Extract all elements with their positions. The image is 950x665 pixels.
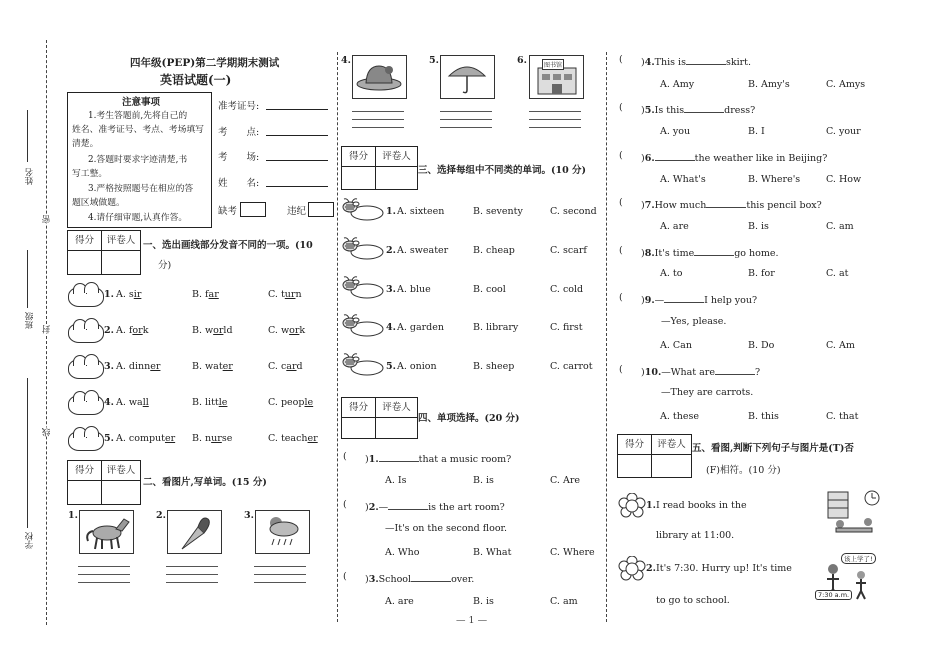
question-stem [365,499,505,513]
question-number: 1. [368,454,379,465]
paren-left: ( [619,102,623,113]
option-b[interactable]: B. this [748,411,779,422]
option-c[interactable]: C. am [550,596,578,607]
paren-left: ( [619,54,623,65]
stem-text: It's time [654,248,695,259]
side-label-name: 姓名 [25,168,35,185]
stem-text: the weather like in Beijing? [694,153,828,164]
cloud-icon [68,359,104,379]
question-number: 4. [104,397,114,408]
option-a[interactable]: A. Who [385,547,420,558]
option-c[interactable]: C. Amys [826,79,866,90]
exam-subtitle: 英语试题(一) [160,73,232,87]
question-number: 9. [644,295,655,306]
dialogue-line: —Yes, please. [661,316,727,327]
clock-label: 7:30 a.m. [815,590,852,600]
score-box [617,434,692,478]
picture-number: 4. [341,55,351,66]
exam-title: 四年级(PEP)第二学期期末测试 [130,57,280,69]
notice-line: 写工整。 [72,169,108,179]
question-stem [365,451,511,465]
option-b[interactable]: B. world [192,325,233,336]
option-a[interactable]: A. these [660,411,699,422]
section1-title: 一、选出画线部分发音不同的一项。(10 [143,240,313,251]
bee-answer-icon[interactable] [341,353,385,377]
paren-left: ( [343,571,347,582]
question-number: 7. [644,200,655,211]
question-number: 2. [368,502,379,513]
question-number: 10. [644,367,662,378]
option-b[interactable]: B. is [748,221,769,232]
question-stem [641,292,757,306]
question-number: 4. [386,322,396,333]
option-a[interactable]: A. Can [660,340,692,351]
section1-title-cont: 分) [158,260,172,271]
cloud-icon [68,431,104,451]
column-divider-1 [337,52,338,622]
bee-answer-icon[interactable] [341,237,385,261]
question-number: 8. [644,248,655,259]
dialogue-line: —They are carrots. [661,387,754,398]
center-label: 考 点: [218,127,260,138]
dialogue-line: —It's on the second floor. [385,523,508,534]
bee-answer-icon[interactable] [341,276,385,300]
option-b[interactable]: B. is [473,596,494,607]
paren-right: ) [641,248,645,259]
seal-xian: 线 [42,428,52,437]
absent-label: 缺考 [218,206,238,217]
flower-answer-icon[interactable] [618,556,646,582]
carrot-picture [167,510,222,554]
option-a[interactable]: A. sir [116,289,142,300]
question-number: 1. [104,289,114,300]
question-stem [641,54,751,68]
stem-text: School [378,574,412,585]
page-number: — 1 — [456,615,488,626]
cloud-icon [68,287,104,307]
stem-text: dress? [724,105,756,116]
stem-text: —What are [661,367,715,378]
blank-line[interactable] [388,499,428,510]
side-label-school: 学校 [25,532,35,549]
answer-line[interactable] [440,127,492,128]
grader-label: 评卷人 [376,398,417,418]
umbrella-picture [440,55,495,99]
option-a[interactable]: A. sweater [397,245,449,256]
notice-line: 清楚。 [72,139,99,149]
name-fill-line [27,110,28,162]
notice-line: 题区域做题。 [72,198,125,208]
section5-title: 五、看图,判断下列句子与图片是(T)否 [692,443,854,454]
paren-right: ) [365,454,369,465]
option-c[interactable]: C. your [826,126,861,137]
option-c[interactable]: C. How [826,174,862,185]
option-c[interactable]: C. second [550,206,597,217]
name-field[interactable] [266,186,328,187]
school-fill-line [27,378,28,528]
horse-picture [79,510,134,554]
column-divider-2 [606,52,607,622]
answer-line[interactable] [529,111,581,112]
answer-line[interactable] [440,111,492,112]
answer-line[interactable] [166,574,218,575]
speech-bubble: 该上学了! [841,553,876,564]
option-a[interactable]: A. onion [397,361,437,372]
stem-text: skirt. [725,57,752,68]
option-b[interactable]: B. library [473,322,519,333]
center-field[interactable] [266,135,328,136]
question-number: 2. [104,325,114,336]
answer-line[interactable] [254,566,306,567]
option-c[interactable]: C. card [268,361,303,372]
question-number: 6. [644,153,655,164]
rainy-picture [255,510,310,554]
picture-number: 5. [429,55,439,66]
paren-right: ) [641,200,645,211]
hat-picture [352,55,407,99]
school-time-picture [815,553,881,603]
picture-number: 3. [244,510,254,521]
answer-line[interactable] [254,582,306,583]
seal-feng: 封 [42,325,52,334]
score-label: 得分 [68,231,102,251]
option-c[interactable]: C. am [826,221,854,232]
answer-line[interactable] [352,127,404,128]
option-a[interactable]: A. Amy [660,79,695,90]
option-c[interactable]: C. cold [550,284,584,295]
notice-line: 姓名、准考证号、考点、考场填写 [72,125,204,135]
room-field[interactable] [266,160,328,161]
score-label: 得分 [342,398,376,418]
sentence-line: It's 7:30. Hurry up! It's time [656,563,792,574]
question-number: 5. [386,361,396,372]
question-stem [641,150,827,164]
question-number: 5. [104,433,114,444]
question-number: 1. [646,500,656,511]
option-a[interactable]: A. garden [397,322,445,333]
paren-left: ( [343,499,347,510]
section3-title: 三、选择每组中不同类的单词。(10 分) [418,165,587,176]
answer-line[interactable] [254,574,306,575]
option-c[interactable]: C. scarf [550,245,587,256]
option-c[interactable]: C. at [826,268,849,279]
cloud-icon [68,395,104,415]
answer-line[interactable] [529,127,581,128]
violation-label: 违纪 [287,206,307,217]
paren-left: ( [619,364,623,375]
blank-line[interactable] [684,102,724,113]
section5-title-cont: (F)相符。(10 分) [706,465,781,476]
option-c[interactable]: C. turn [268,289,302,300]
score-label: 得分 [618,435,652,455]
paren-left: ( [619,245,623,256]
question-number: 2. [646,563,656,574]
blank-line[interactable] [655,150,695,161]
option-b[interactable]: B. for [748,268,775,279]
answer-line[interactable] [166,582,218,583]
option-a[interactable]: A. wall [116,397,149,408]
blank-line[interactable] [411,571,451,582]
answer-line[interactable] [440,119,492,120]
score-label: 得分 [68,461,102,481]
room-label: 考 场: [218,152,260,163]
score-box [67,230,141,275]
score-box [341,146,418,190]
name-label: 姓 名: [218,178,260,189]
option-c[interactable]: C. Are [550,475,580,486]
stem-text: that a music room? [418,454,512,465]
option-b[interactable]: B. What [473,547,512,558]
option-a[interactable]: A. sixteen [397,206,445,217]
answer-line[interactable] [529,119,581,120]
option-c[interactable]: C. carrot [550,361,593,372]
class-fill-line [27,250,28,308]
grader-label: 评卷人 [102,461,140,481]
option-b[interactable]: B. is [473,475,494,486]
paren-right: ) [365,502,369,513]
violation-checkbox[interactable] [308,202,334,217]
stem-text: Is this [654,105,685,116]
question-stem [641,364,760,378]
blank-line[interactable] [706,197,746,208]
stem-text: I help you? [704,295,758,306]
bee-answer-icon[interactable] [341,198,385,222]
option-a[interactable]: A. dinner [116,361,161,372]
paren-right: ) [641,295,645,306]
flower-answer-icon[interactable] [618,493,646,519]
option-b[interactable]: B. I [748,126,765,137]
sentence-line: I read books in the [656,500,747,511]
seal-mi: 密 [42,215,52,224]
bee-answer-icon[interactable] [341,314,385,338]
paren-right: ) [641,105,645,116]
blank-line[interactable] [664,292,704,303]
option-a[interactable]: A. are [385,596,414,607]
stem-text: over. [451,574,475,585]
option-c[interactable]: C. Where [550,547,595,558]
option-a[interactable]: A. you [660,126,691,137]
option-b[interactable]: B. Amy's [748,79,790,90]
exam-number-field[interactable] [266,109,328,110]
answer-line[interactable] [352,119,404,120]
answer-line[interactable] [166,566,218,567]
notice-line: 2.答题时要求字迹清楚,书 [88,155,188,165]
score-box [341,397,418,439]
question-number: 5. [644,105,655,116]
option-b[interactable]: B. far [192,289,219,300]
side-label-class: 班级 [25,312,35,329]
question-stem [365,571,474,585]
notice-line: 1.考生答题前,先将自己的 [88,111,188,121]
option-a[interactable]: A. Is [385,475,407,486]
stem-text: This is [654,57,686,68]
option-c[interactable]: C. first [550,322,583,333]
stem-text: How much [654,200,707,211]
question-number: 1. [386,206,396,217]
answer-line[interactable] [352,111,404,112]
paren-right: ) [641,367,645,378]
blank-line[interactable] [694,245,734,256]
stem-text: go home. [734,248,779,259]
stem-text: — [378,502,389,513]
paren-right: ) [641,153,645,164]
picture-number: 2. [156,510,166,521]
stem-text: is the art room? [428,502,505,513]
absent-checkbox[interactable] [240,202,266,217]
option-c[interactable]: C. work [268,325,306,336]
option-b[interactable]: B. water [192,361,233,372]
option-b[interactable]: B. seventy [473,206,523,217]
option-b[interactable]: B. cool [473,284,506,295]
notice-line: 4.请仔细审题,认真作答。 [88,213,188,223]
option-a[interactable]: A. blue [397,284,431,295]
option-b[interactable]: B. sheep [473,361,515,372]
blank-line[interactable] [379,451,419,462]
blank-line[interactable] [715,364,755,375]
picture-number: 6. [517,55,527,66]
option-c[interactable]: C. people [268,397,314,408]
option-a[interactable]: A. computer [116,433,176,444]
question-number: 2. [386,245,396,256]
score-box [67,460,141,505]
question-stem [641,102,755,116]
question-number: 3. [104,361,114,372]
option-c[interactable]: C. that [826,411,859,422]
question-stem [641,245,779,259]
paren-left: ( [343,451,347,462]
option-b[interactable]: B. Where's [748,174,801,185]
grader-label: 评卷人 [652,435,691,455]
score-label: 得分 [342,147,376,167]
library-sign: 图书馆 [542,59,564,70]
notice-title: 注意事项 [122,97,161,108]
option-a[interactable]: A. fork [116,325,149,336]
stem-text: ? [754,367,761,378]
library-picture [529,55,584,99]
paren-left: ( [619,292,623,303]
option-b[interactable]: B. Do [748,340,775,351]
notice-line: 3.严格按照题号在相应的答 [88,184,194,194]
option-b[interactable]: B. nurse [192,433,233,444]
answer-line[interactable] [78,582,130,583]
stem-text: this pencil box? [746,200,822,211]
question-number: 3. [368,574,379,585]
grader-label: 评卷人 [102,231,140,251]
cloud-icon [68,323,104,343]
option-a[interactable]: A. What's [660,174,706,185]
answer-line[interactable] [78,566,130,567]
sentence-line: to go to school. [656,595,730,606]
paren-left: ( [619,150,623,161]
section4-title: 四、单项选择。(20 分) [418,413,520,424]
stem-text: — [654,295,665,306]
question-stem [641,197,822,211]
option-c[interactable]: C. Am [826,340,855,351]
question-number: 3. [386,284,396,295]
option-a[interactable]: A. are [660,221,689,232]
answer-line[interactable] [78,574,130,575]
picture-number: 1. [68,510,78,521]
paren-right: ) [365,574,369,585]
paren-right: ) [641,57,645,68]
sentence-line: library at 11:00. [656,530,735,541]
option-a[interactable]: A. to [660,268,683,279]
option-b[interactable]: B. cheap [473,245,515,256]
exam-number-label: 准考证号: [218,101,260,112]
blank-line[interactable] [686,54,726,65]
option-b[interactable]: B. little [192,397,228,408]
section2-title: 二、看图片,写单词。(15 分) [143,477,267,488]
question-number: 4. [644,57,655,68]
paren-left: ( [619,197,623,208]
library-scene-picture [826,488,882,540]
option-c[interactable]: C. teacher [268,433,318,444]
grader-label: 评卷人 [376,147,417,167]
